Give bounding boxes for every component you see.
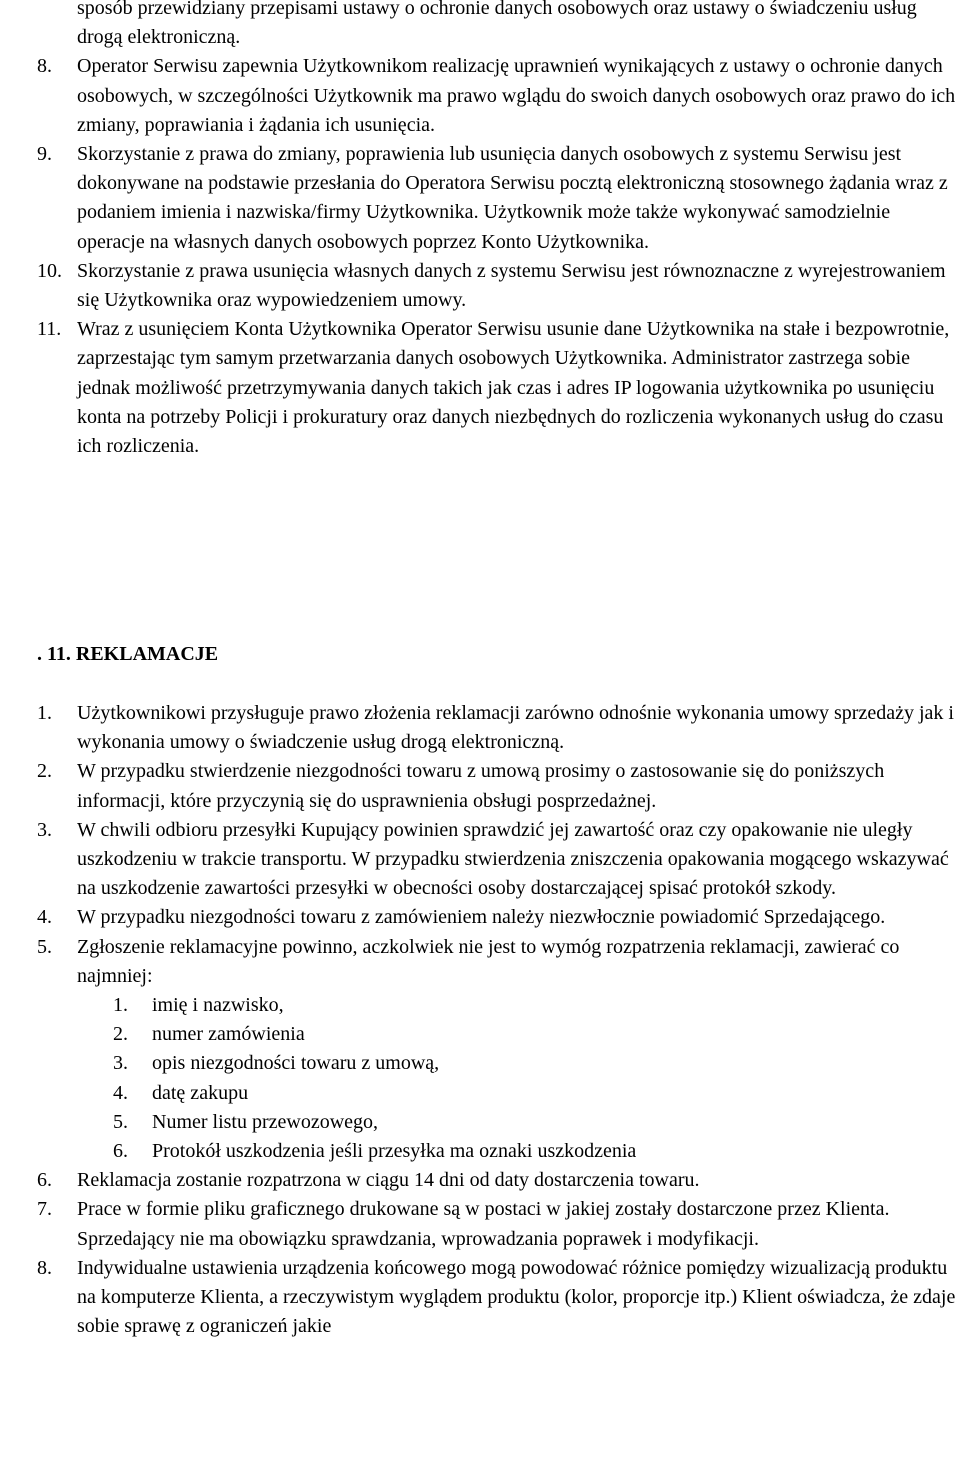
- list-number: 4.: [37, 906, 52, 929]
- list-text: Prace w formie pliku graficznego drukowane są w postaci w jakiej zostały dostarczone przez Klienta. Sprzedający nie ma obowiązku sprawdzania, wprowadzania poprawek i modyfikacji.: [77, 1198, 890, 1250]
- sub-list-text: datę zakupu: [152, 1081, 249, 1104]
- sub-list-text: Protokół uszkodzenia jeśli przesyłka ma oznaki uszkodzenia: [152, 1140, 637, 1163]
- list-number: 7.: [37, 1198, 52, 1221]
- continuation-text: sposób przewidziany przepisami ustawy o ochronie danych osobowych oraz ustawy o świadczeniu usług drogą elektroniczną.: [77, 0, 917, 49]
- list-text: Zgłoszenie reklamacyjne powinno, aczkolwiek nie jest to wymóg rozpatrzenia reklamacji, zawierać co najmniej:: [77, 935, 900, 987]
- list-item: [0, 1254, 960, 1342]
- sub-list-text: Numer listu przewozowego,: [152, 1110, 379, 1133]
- list-text: Wraz z usunięciem Konta Użytkownika Operator Serwisu usunie dane Użytkownika na stałe i bezpowrotnie, zaprzestając tym samym przetwarzania danych osobowych Użytkownika. Administrator zastrzega sobie jednak możliwość przetrzymywania danych takich jak czas i adres IP logowania użytkownika po usunięciu konta na potrzeby Policji i prokuratury oraz danych niezbędnych do rozliczenia wykonanych usług do czasu ich rozliczenia.: [77, 318, 950, 458]
- sub-list-number: 4.: [113, 1081, 128, 1104]
- sub-list-number: 3.: [113, 1052, 128, 1075]
- list-text: W przypadku niezgodności towaru z zamówieniem należy niezwłocznie powiadomić Sprzedającego.: [77, 906, 886, 929]
- complaints-section: [0, 699, 960, 1341]
- list-item: [0, 140, 960, 257]
- list-number: 1.: [37, 702, 52, 724]
- sub-list-item: [0, 1020, 960, 1049]
- privacy-list: [0, 52, 960, 461]
- list-text: Skorzystanie z prawa usunięcia własnych danych z systemu Serwisu jest równoznaczne z wyrejestrowaniem się Użytkownika oraz wypowiedzeniem umowy.: [77, 259, 946, 312]
- list-item: [0, 1166, 960, 1195]
- list-number: 5.: [37, 935, 52, 958]
- list-text: Użytkownikowi przysługuje prawo złożenia reklamacji zarówno odnośnie wykonania umowy sprzedaży jak i wykonania umowy o świadczenie usług drogą elektroniczną.: [77, 702, 954, 754]
- privacy-section: [0, 0, 960, 461]
- list-text: W przypadku stwierdzenie niezgodności towaru z umową prosimy o zastosowanie się do poniższych informacji, które przyczynią się do usprawnienia obsługi posprzedażnej.: [77, 760, 885, 812]
- list-number: 9.: [37, 143, 52, 166]
- sub-list-text: opis niezgodności towaru z umową,: [152, 1052, 440, 1075]
- list-item: [0, 816, 960, 904]
- sub-list-item: [0, 1079, 960, 1108]
- sub-list-item: [0, 991, 960, 1020]
- complaint-required-info-list: [0, 991, 960, 1166]
- list-item: [0, 933, 960, 991]
- list-item: [0, 257, 960, 315]
- list-item: [0, 52, 960, 140]
- list-number: 8.: [37, 1256, 52, 1279]
- list-item: [0, 699, 960, 757]
- list-item: [0, 903, 960, 932]
- list-number: 8.: [37, 55, 52, 78]
- sub-list-number: 2.: [113, 1023, 128, 1046]
- list-item: [0, 757, 960, 815]
- section-heading: . 11. REKLAMACJE: [37, 643, 219, 665]
- sub-list-item: [0, 1108, 960, 1137]
- list-text: Indywidualne ustawienia urządzenia końcowego mogą powodować różnice pomiędzy wizualizacją produktu na komputerze Klienta, a rzeczywistym wyglądem produktu (kolor, proporcje itp.) Klient oświadcza, że zdaje sobie sprawę z ograniczeń jakie: [77, 1256, 956, 1338]
- list-item: [0, 1195, 960, 1253]
- sub-list-number: 6.: [113, 1140, 128, 1163]
- sub-list-number: 1.: [113, 994, 128, 1017]
- complaints-list-continued: [0, 1166, 960, 1341]
- list-text: Reklamacja zostanie rozpatrzona w ciągu 14 dni od daty dostarczenia towaru.: [77, 1169, 700, 1192]
- sub-list-item: [0, 1049, 960, 1078]
- sub-list-text: imię i nazwisko,: [152, 994, 284, 1017]
- sub-list-number: 5.: [113, 1110, 128, 1133]
- list-number: 3.: [37, 818, 52, 841]
- sub-list-text: numer zamówienia: [152, 1023, 305, 1046]
- list-text: Skorzystanie z prawa do zmiany, poprawienia lub usunięcia danych osobowych z systemu Serwisu jest dokonywane na podstawie przesłania do Operatora Serwisu pocztą elektroniczną stosownego żądania wraz z podaniem imienia i nazwiska/firmy Użytkownika. Użytkownik może także wykonywać samodzielnie operacje na własnych danych osobowych poprzez Konto Użytkownika.: [77, 143, 948, 253]
- sub-list-item: [0, 1137, 960, 1166]
- list-text: W chwili odbioru przesyłki Kupujący powinien sprawdzić jej zawartość oraz czy opakowanie nie uległy uszkodzeniu w trakcie transportu. W przypadku stwierdzenia zniszczenia opakowania mogącego wskazywać na uszkodzenie zawartości przesyłki w obecności osoby dostarczającej spisać protokół szkody.: [77, 818, 949, 900]
- list-number: 6.: [37, 1169, 52, 1192]
- complaints-list: [0, 699, 960, 991]
- list-number: 10.: [37, 259, 62, 282]
- list-number: 11.: [37, 318, 62, 341]
- list-text: Operator Serwisu zapewnia Użytkownikom realizację uprawnień wynikających z ustawy o ochronie danych osobowych, w szczególności Użytkownik ma prawo wglądu do swoich danych osobowych oraz prawo do ich zmiany, poprawiania i żądania ich usunięcia.: [77, 55, 956, 136]
- list-number: 2.: [37, 760, 52, 783]
- list-item: [0, 315, 960, 461]
